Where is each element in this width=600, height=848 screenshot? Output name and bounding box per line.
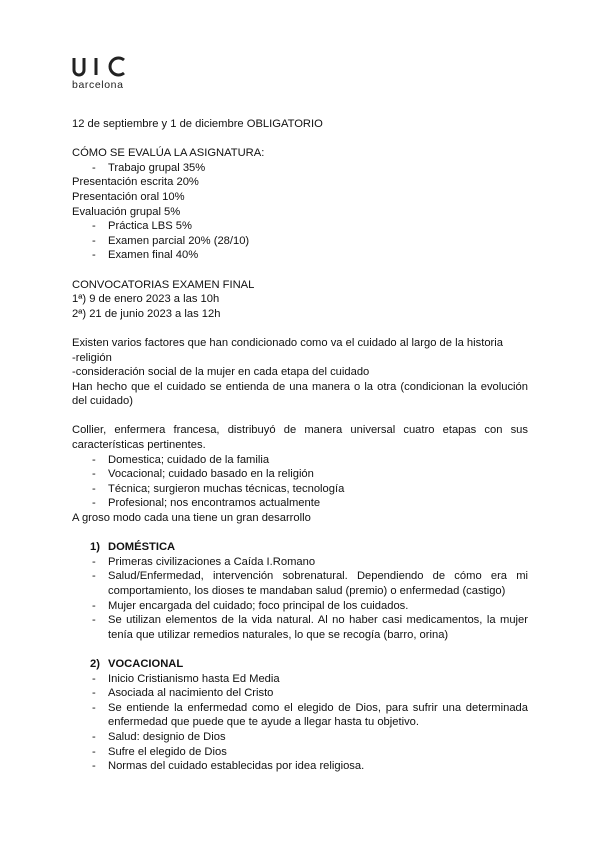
list-item: - Salud: designio de Dios xyxy=(72,730,528,745)
list-item: - Técnica; surgieron muchas técnicas, tecnología xyxy=(72,482,528,497)
evaluation-sub-line: Evaluación grupal 5% xyxy=(72,205,181,218)
collier-stages-list xyxy=(72,453,528,511)
evaluation-title: CÓMO SE EVALÚA LA ASIGNATURA: xyxy=(72,147,265,160)
evaluation-sub-line: Presentación escrita 20% xyxy=(72,176,199,189)
exam-date: 2ª) 21 de junio 2023 a las 12h xyxy=(72,307,221,320)
section-heading-domestica xyxy=(72,540,528,555)
evaluation-group-list xyxy=(72,161,528,176)
section-title: DOMÉSTICA xyxy=(108,541,176,554)
factors-line: -consideración social de la mujer en cada etapa del cuidado xyxy=(72,366,370,379)
document-body xyxy=(72,117,528,774)
collier-intro: Collier, enfermera francesa, distribuyó de manera universal cuatro etapas con sus características pertinentes. xyxy=(72,424,528,452)
list-item: - Domestica; cuidado de la familia xyxy=(72,453,528,468)
exam-date: 1ª) 9 de enero 2023 a las 10h xyxy=(72,293,220,306)
evaluation-items-list xyxy=(72,219,528,263)
list-item: - Práctica LBS 5% xyxy=(72,219,528,234)
vocacional-list xyxy=(72,672,528,774)
uic-logo xyxy=(72,54,132,91)
list-item: - Examen final 40% xyxy=(72,248,528,263)
list-item: - Salud/Enfermedad, intervención sobrenatural. Dependiendo de cómo era mi comportamiento, los dioses te mandaban salud (premio) o enfermedad (castigo) xyxy=(72,569,528,598)
factors-outro: Han hecho que el cuidado se entienda de una manera o la otra (condicionan la evolución del cuidado) xyxy=(72,380,528,408)
dates-line: 12 de septiembre y 1 de diciembre OBLIGATORIO xyxy=(72,118,323,130)
list-item: - Mujer encargada del cuidado; foco principal de los cuidados. xyxy=(72,599,528,614)
list-item: - Sufre el elegido de Dios xyxy=(72,745,528,760)
section-number: 2) xyxy=(90,657,100,670)
list-item: - Se entiende la enfermedad como el elegido de Dios, para sufrir una determinada enfermedad que puede que te ayude a llegar hasta tu objetivo. xyxy=(72,701,528,730)
list-item: - Asociada al nacimiento del Cristo xyxy=(72,686,528,701)
list-item: - Profesional; nos encontramos actualmente xyxy=(72,496,528,511)
exams-title: CONVOCATORIAS EXAMEN FINAL xyxy=(72,278,255,291)
uic-logo-mark xyxy=(72,54,128,78)
list-item: - Vocacional; cuidado basado en la religión xyxy=(72,467,528,482)
section-title: VOCACIONAL xyxy=(108,657,184,670)
section-heading-vocacional xyxy=(72,657,528,672)
evaluation-sub-line: Presentación oral 10% xyxy=(72,190,185,203)
list-item: - Se utilizan elementos de la vida natural. Al no haber casi medicamentos, la mujer tenía que utilizar remedios naturales, lo que se recogía (barro, orina) xyxy=(72,613,528,642)
section-number: 1) xyxy=(90,541,100,554)
list-item: - Primeras civilizaciones a Caída I.Romano xyxy=(72,555,528,570)
collier-outro: A groso modo cada una tiene un gran desarrollo xyxy=(72,512,311,525)
list-item: - Examen parcial 20% (28/10) xyxy=(72,234,528,249)
logo-subtitle: barcelona xyxy=(72,79,124,91)
list-item: - Trabajo grupal 35% xyxy=(72,161,528,176)
list-item: - Normas del cuidado establecidas por idea religiosa. xyxy=(72,759,528,774)
list-item: - Inicio Cristianismo hasta Ed Media xyxy=(72,672,528,687)
factors-intro: Existen varios factores que han condicionado como va el cuidado al largo de la historia xyxy=(72,336,503,349)
domestica-list xyxy=(72,555,528,643)
factors-line: -religión xyxy=(72,351,112,364)
